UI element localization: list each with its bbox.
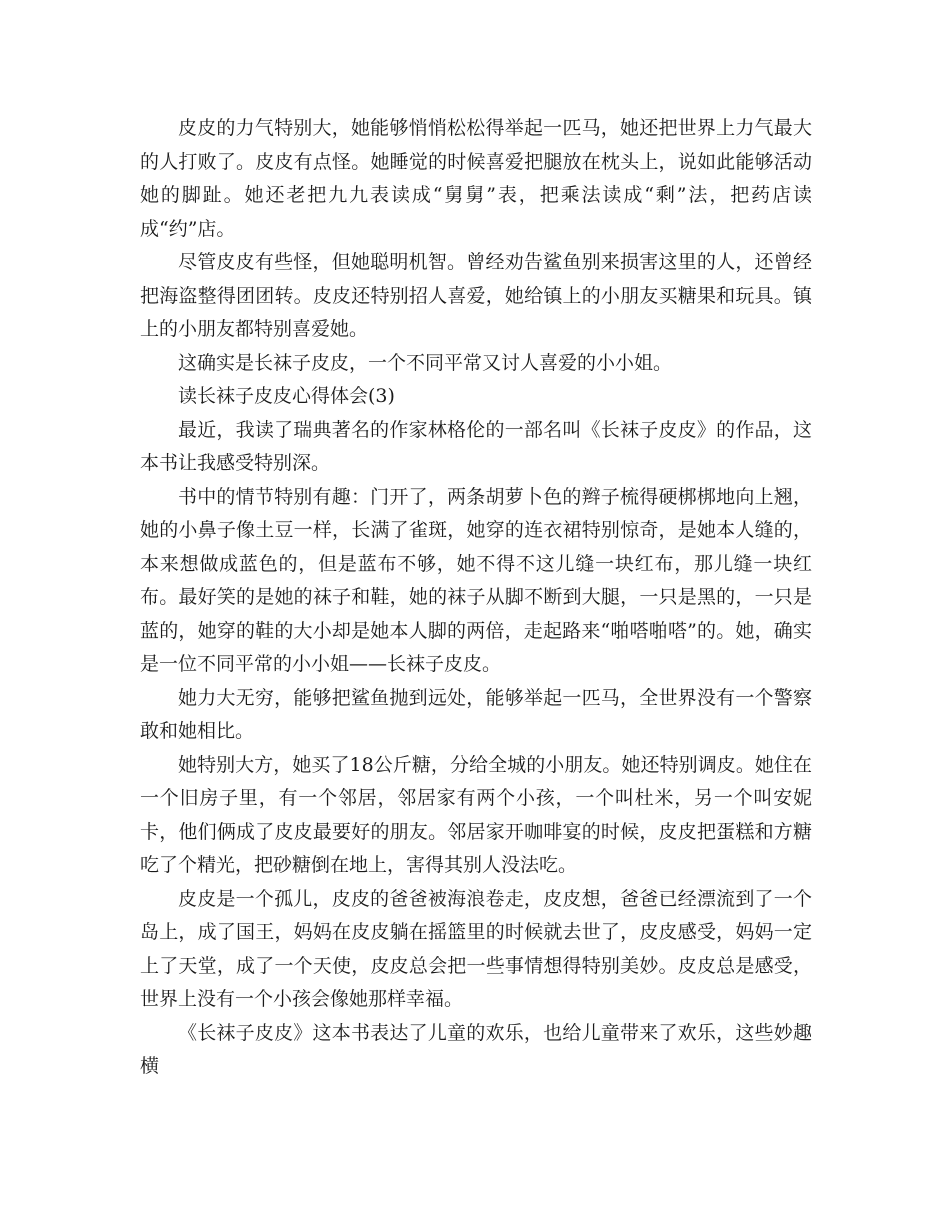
paragraph-9: 皮皮是一个孤儿，皮皮的爸爸被海浪卷走，皮皮想，爸爸已经漂流到了一个岛上，成了国王，妈妈在皮皮躺在摇篮里的时候就去世了，皮皮感受，妈妈一定上了天堂，成了一个天使，皮皮总会把一些事情想得特别美妙。皮皮总是感受，世界上没有一个小孩会像她那样幸福。 xyxy=(140,887,812,1010)
paragraph-10: 《长袜子皮皮》这本书表达了儿童的欢乐，也给儿童带来了欢乐，这些妙趣横 xyxy=(140,1021,812,1077)
paragraph-7: 她力大无穷，能够把鲨鱼抛到远处，能够举起一匹马，全世界没有一个警察敢和她相比。 xyxy=(140,686,812,742)
paragraph-8: 她特别大方，她买了18公斤糖，分给全城的小朋友。她还特别调皮。她住在一个旧房子里，有一个邻居，邻居家有两个小孩，一个叫杜米，另一个叫安妮卡，他们俩成了皮皮最要好的朋友。邻居家开咖啡宴的时候，皮皮把蛋糕和方糖吃了个精光，把砂糖倒在地上，害得其别人没法吃。 xyxy=(140,753,812,876)
paragraph-6: 书中的情节特别有趣：门开了，两条胡萝卜色的辫子梳得硬梆梆地向上翘，她的小鼻子像土豆一样，长满了雀斑，她穿的连衣裙特别惊奇，是她本人缝的，本来想做成蓝色的，但是蓝布不够，她不得不这儿缝一块红布，那儿缝一块红布。最好笑的是她的袜子和鞋，她的袜子从脚不断到大腿，一只是黑的，一只是蓝的，她穿的鞋的大小却是她本人脚的两倍，走起路来“啪嗒啪嗒”的。她，确实是一位不同平常的小小姐——长袜子皮皮。 xyxy=(140,485,812,675)
paragraph-3: 这确实是长袜子皮皮，一个不同平常又讨人喜爱的小小姐。 xyxy=(178,351,673,374)
document-page xyxy=(140,112,812,1084)
paragraph-5: 最近，我读了瑞典著名的作家林格伦的一部名叫《长袜子皮皮》的作品，这本书让我感受特别深。 xyxy=(140,418,812,474)
paragraph-2: 尽管皮皮有些怪，但她聪明机智。曾经劝告鲨鱼别来损害这里的人，还曾经把海盗整得团团转。皮皮还特别招人喜爱，她给镇上的小朋友买糖果和玩具。镇上的小朋友都特别喜爱她。 xyxy=(140,251,812,340)
paragraph-1: 皮皮的力气特别大，她能够悄悄松松得举起一匹马，她还把世界上力气最大的人打败了。皮皮有点怪。她睡觉的时候喜爱把腿放在枕头上，说如此能够活动她的脚趾。她还老把九九表读成“舅舅”表，把乘法读成“剩”法，把药店读成“约”店。 xyxy=(140,117,812,240)
section-heading: 读长袜子皮皮心得体会(3) xyxy=(178,385,395,407)
